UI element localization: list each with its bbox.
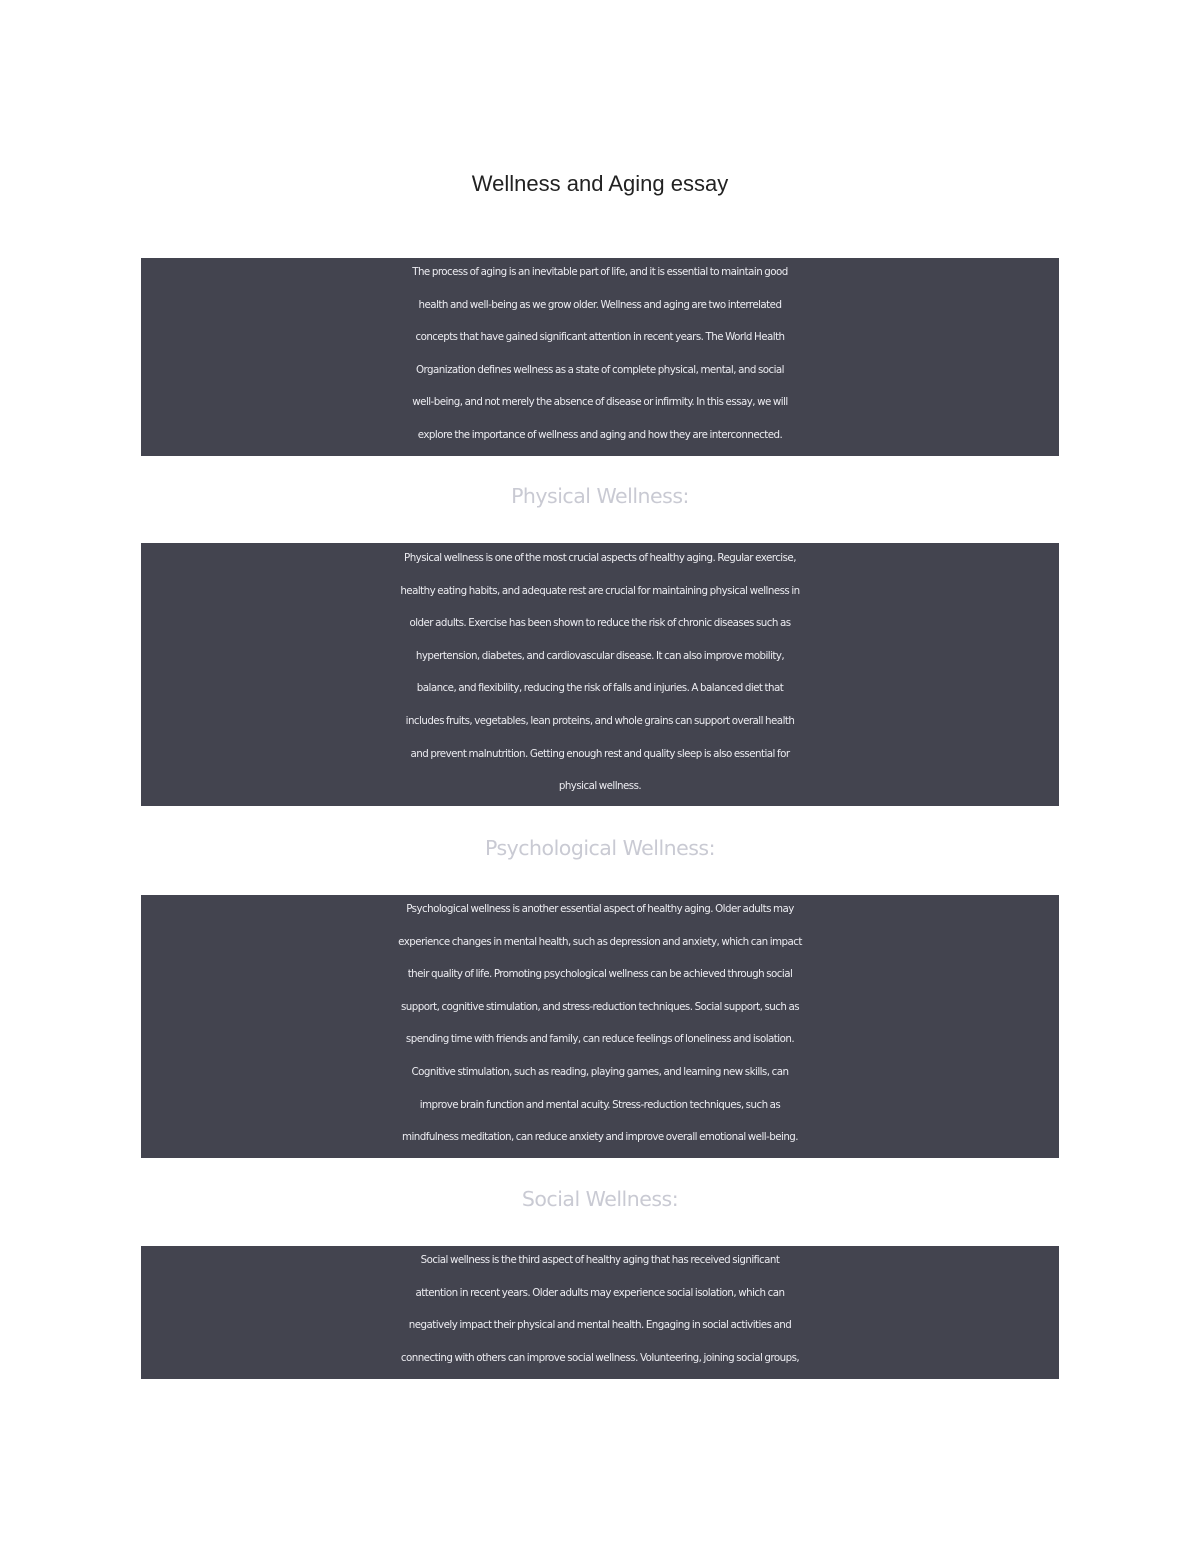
paragraph-line: and prevent malnutrition. Getting enough rest and quality sleep is also essential for	[410, 747, 790, 760]
physical-wellness-heading: Physical Wellness:	[511, 484, 689, 508]
paragraph-line: physical wellness.	[558, 780, 642, 793]
paragraph-line: support, cognitive stimulation, and stress-reduction techniques. Social support, such as	[400, 1000, 800, 1013]
intro-paragraph	[141, 256, 1059, 452]
psychological-wellness-heading: Psychological Wellness:	[484, 836, 716, 860]
paragraph-line: Organization defines wellness as a state of complete physical, mental, and social	[415, 363, 784, 376]
paragraph-line: Social wellness is the third aspect of healthy aging that has received significant	[420, 1254, 780, 1266]
paragraph-line: well-being, and not merely the absence of disease or infirmity. In this essay, we will	[412, 396, 788, 409]
paragraph-line: spending time with friends and family, can reduce feelings of loneliness and isolation.	[405, 1033, 795, 1046]
psychological-wellness-paragraph	[141, 893, 1059, 1154]
paragraph-line: improve brain function and mental acuity. Stress-reduction techniques, such as	[419, 1098, 781, 1111]
paragraph-line: balance, and flexibility, reducing the risk of falls and injuries. A balanced diet that	[416, 682, 784, 695]
paragraph-line: experience changes in mental health, such as depression and anxiety, which can impact	[398, 935, 802, 948]
paragraph-line: mindfulness meditation, can reduce anxiety and improve overall emotional well-being.	[401, 1131, 799, 1144]
paragraph-line: The process of aging is an inevitable part of life, and it is essential to maintain good	[412, 266, 788, 278]
paragraph-line: their quality of life. Promoting psychological wellness can be achieved through social	[407, 968, 793, 981]
paragraph-line: explore the importance of wellness and aging and how they are interconnected.	[417, 428, 783, 441]
paragraph-line: Physical wellness is one of the most crucial aspects of healthy aging. Regular exercise,	[404, 552, 796, 564]
paragraph-line: hypertension, diabetes, and cardiovascular disease. It can also improve mobility,	[415, 649, 785, 662]
document-title: Wellness and Aging essay	[471, 171, 729, 196]
paragraph-line: includes fruits, vegetables, lean proteins, and whole grains can support overall health	[405, 714, 795, 727]
paragraph-line: concepts that have gained significant attention in recent years. The World Health	[415, 331, 785, 344]
paragraph-line: Psychological wellness is another essential aspect of healthy aging. Older adults may	[406, 903, 794, 915]
social-wellness-heading: Social Wellness:	[521, 1187, 679, 1211]
physical-wellness-paragraph	[141, 542, 1059, 803]
paragraph-line: older adults. Exercise has been shown to reduce the risk of chronic diseases such as	[409, 617, 791, 630]
social-wellness-paragraph	[141, 1244, 1059, 1374]
paragraph-line: health and well-being as we grow older. Wellness and aging are two interrelated	[418, 298, 782, 311]
paragraph-line: attention in recent years. Older adults may experience social isolation, which can	[415, 1286, 785, 1299]
paragraph-line: healthy eating habits, and adequate rest are crucial for maintaining physical wellness in	[400, 584, 800, 597]
paragraph-line: Cognitive stimulation, such as reading, playing games, and learning new skills, can	[411, 1065, 789, 1078]
paragraph-line: negatively impact their physical and mental health. Engaging in social activities and	[408, 1319, 792, 1332]
paragraph-line: connecting with others can improve social wellness. Volunteering, joining social groups,	[400, 1351, 800, 1364]
